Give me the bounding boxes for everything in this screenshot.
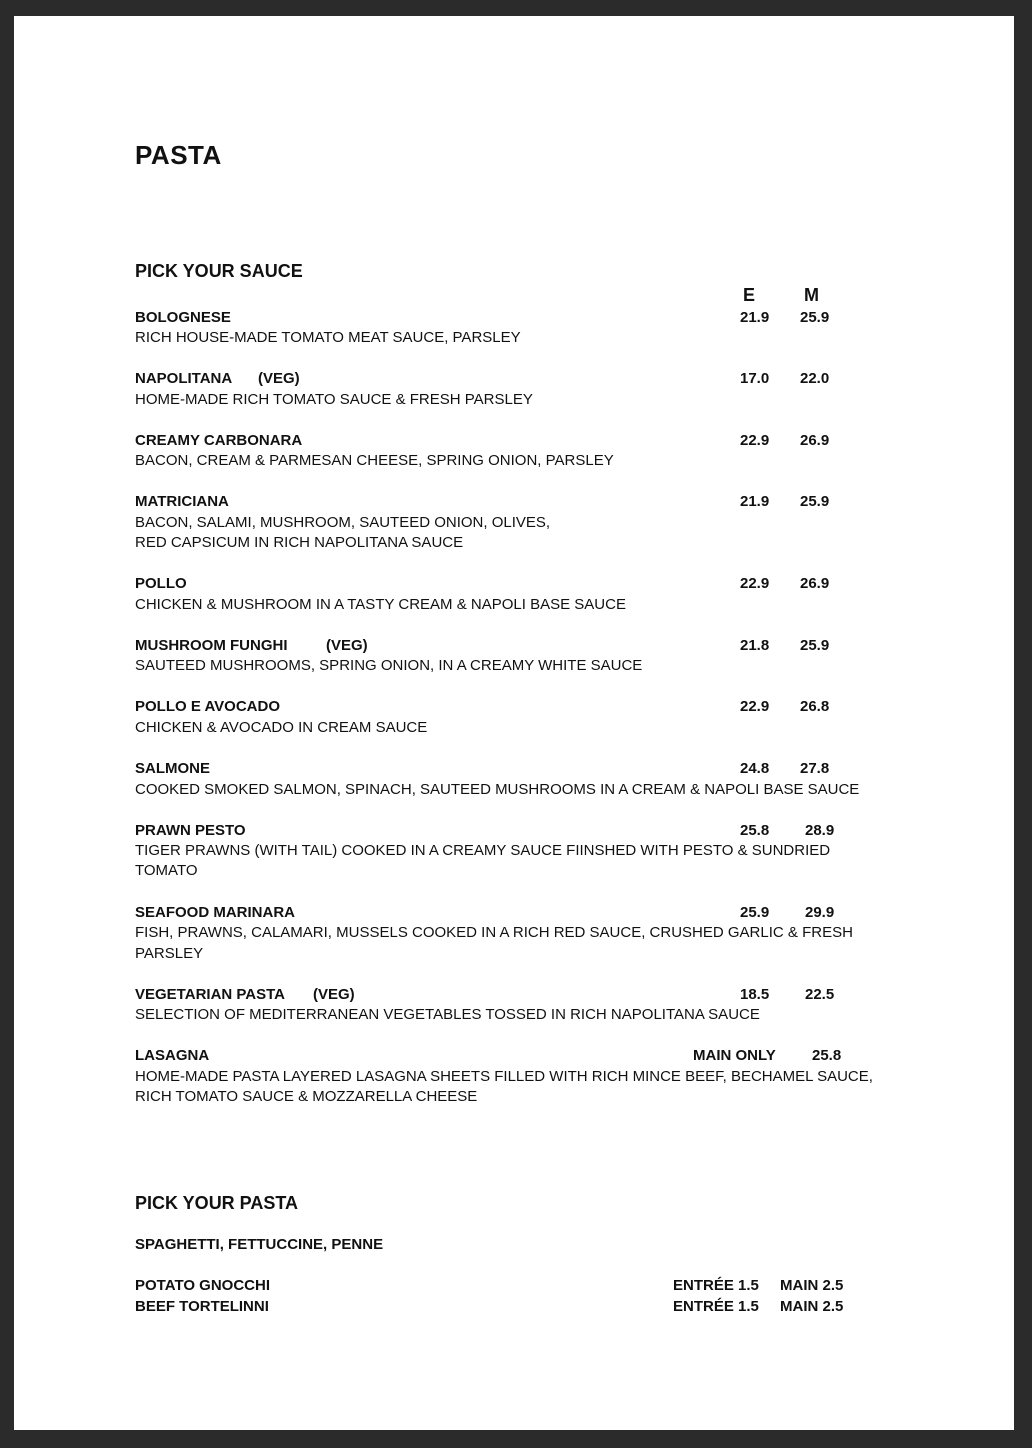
price-entree: 22.9 — [740, 575, 770, 592]
price-entree: 21.8 — [740, 637, 770, 654]
main-surcharge: MAIN 2.5 — [780, 1298, 844, 1315]
item-name: VEGETARIAN PASTA — [135, 986, 286, 1003]
item-description: BACON, CREAM & PARMESAN CHEESE, SPRING ONION, PARSLEY — [135, 452, 614, 469]
item-description: PARSLEY — [135, 945, 204, 962]
price-main: 27.8 — [800, 760, 830, 777]
veg-tag: (VEG) — [258, 370, 300, 387]
item-name: POLLO E AVOCADO — [135, 698, 281, 715]
price-main: 26.9 — [800, 575, 830, 592]
price-entree: 18.5 — [740, 986, 770, 1003]
veg-tag: (VEG) — [313, 986, 355, 1003]
main-surcharge: MAIN 2.5 — [780, 1277, 844, 1294]
item-name: LASAGNA — [135, 1047, 210, 1064]
item-name: SEAFOOD MARINARA — [135, 904, 295, 921]
sauce-section-heading: PICK YOUR SAUCE — [135, 261, 303, 281]
item-description: HOME-MADE RICH TOMATO SAUCE & FRESH PARSLEY — [135, 391, 533, 408]
price-entree: 21.9 — [740, 493, 770, 510]
item-description: HOME-MADE PASTA LAYERED LASAGNA SHEETS FILLED WITH RICH MINCE BEEF, BECHAMEL SAUCE, — [135, 1068, 873, 1085]
item-name: MATRICIANA — [135, 493, 229, 510]
item-name: CREAMY CARBONARA — [135, 432, 303, 449]
item-description: RICH TOMATO SAUCE & MOZZARELLA CHEESE — [135, 1088, 478, 1105]
price-entree: 21.9 — [740, 309, 770, 326]
pasta-section-heading: PICK YOUR PASTA — [135, 1193, 299, 1213]
price-entree: 24.8 — [740, 760, 770, 777]
price-main: 22.0 — [800, 370, 830, 387]
entree-surcharge: ENTRÉE 1.5 — [673, 1277, 759, 1294]
item-description: CHICKEN & AVOCADO IN CREAM SAUCE — [135, 719, 428, 736]
item-description: CHICKEN & MUSHROOM IN A TASTY CREAM & NAPOLI BASE SAUCE — [135, 596, 626, 613]
main-only-note: MAIN ONLY — [693, 1047, 776, 1064]
page-title: PASTA — [135, 140, 222, 170]
price-main: 29.9 — [805, 904, 835, 921]
price-entree: 22.9 — [740, 698, 770, 715]
item-name: POLLO — [135, 575, 187, 592]
standard-pasta-options: SPAGHETTI, FETTUCCINE, PENNE — [135, 1236, 384, 1253]
price-main: 26.8 — [800, 698, 830, 715]
price-entree: 17.0 — [740, 370, 770, 387]
item-name: MUSHROOM FUNGHI — [135, 637, 288, 654]
item-description: TIGER PRAWNS (WITH TAIL) COOKED IN A CREAMY SAUCE FIINSHED WITH PESTO & SUNDRIED — [135, 842, 831, 859]
price-entree: 22.9 — [740, 432, 770, 449]
menu-page — [14, 16, 1014, 1430]
column-header-main: M — [804, 285, 819, 305]
item-description: FISH, PRAWNS, CALAMARI, MUSSELS COOKED IN A RICH RED SAUCE, CRUSHED GARLIC & FRESH — [135, 924, 853, 941]
price-main: 25.9 — [800, 493, 830, 510]
item-description: RICH HOUSE-MADE TOMATO MEAT SAUCE, PARSLEY — [135, 329, 521, 346]
price-main: 28.9 — [805, 822, 835, 839]
item-description: SELECTION OF MEDITERRANEAN VEGETABLES TOSSED IN RICH NAPOLITANA SAUCE — [135, 1006, 760, 1023]
item-name: BOLOGNESE — [135, 309, 231, 326]
item-name: SALMONE — [135, 760, 210, 777]
price-main: 25.9 — [800, 309, 830, 326]
pasta-name: POTATO GNOCCHI — [135, 1277, 270, 1294]
item-description: BACON, SALAMI, MUSHROOM, SAUTEED ONION, OLIVES, — [135, 514, 551, 531]
item-description: TOMATO — [135, 862, 198, 879]
column-header-entree: E — [743, 285, 756, 305]
item-description: COOKED SMOKED SALMON, SPINACH, SAUTEED MUSHROOMS IN A CREAM & NAPOLI BASE SAUCE — [135, 781, 860, 798]
price-main: 25.8 — [812, 1047, 842, 1064]
entree-surcharge: ENTRÉE 1.5 — [673, 1298, 759, 1315]
item-description: SAUTEED MUSHROOMS, SPRING ONION, IN A CREAMY WHITE SAUCE — [135, 657, 643, 674]
price-main: 25.9 — [800, 637, 830, 654]
price-entree: 25.8 — [740, 822, 770, 839]
price-entree: 25.9 — [740, 904, 770, 921]
item-name: NAPOLITANA — [135, 370, 233, 387]
item-name: PRAWN PESTO — [135, 822, 246, 839]
price-main: 22.5 — [805, 986, 835, 1003]
pasta-name: BEEF TORTELINNI — [135, 1298, 269, 1315]
item-description: RED CAPSICUM IN RICH NAPOLITANA SAUCE — [135, 534, 464, 551]
price-main: 26.9 — [800, 432, 830, 449]
veg-tag: (VEG) — [326, 637, 368, 654]
